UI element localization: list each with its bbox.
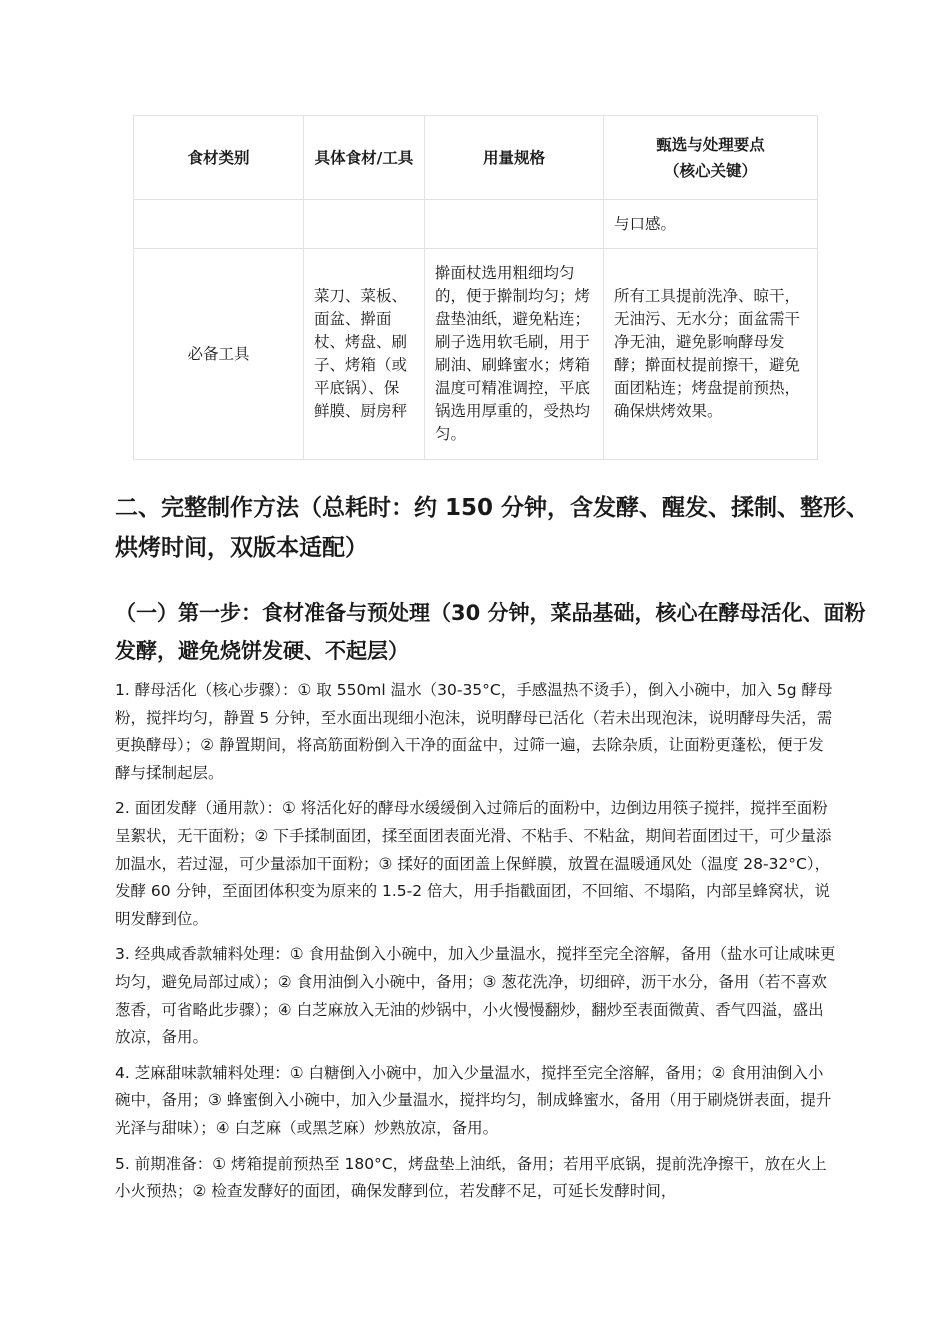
step-paragraph: 1. 酵母活化（核心步骤）：① 取 550ml 温水（30-35°C，手感温热不烫手），倒入小碗中，加入 5g 酵母粉，搅拌均匀，静置 5 分钟，至水面出现细小泡沫，说明酵母已活化（若未出现泡沫，说明酵母失活，需更换酵母）；② 静置期间，将高筋面粉倒入干净的面盆中，过筛一遍，去除杂质，让面粉更蓬松，便于发酵与揉制起层。 xyxy=(115,681,833,782)
step-paragraph: 3. 经典咸香款辅料处理：① 食用盐倒入小碗中，加入少量温水，搅拌至完全溶解，备用（盐水可让咸味更均匀，避免局部过咸）；② 食用油倒入小碗中，备用；③ 葱花洗净，切细碎，沥干水分，备用（若不喜欢葱香，可省略此步骤）；④ 白芝麻放入无油的炒锅中，小火慢慢翻炒，翻炒至表面微黄、香气四溢，盛出放凉，备用。 xyxy=(115,945,836,1047)
table-row xyxy=(134,249,818,460)
header-tips-line1: 甄选与处理要点 xyxy=(656,135,765,154)
cell-amount: 擀面杖选用粗细均匀的，便于擀制均匀；烤盘垫油纸，避免粘连；刷子选用软毛刷，用于刷油、刷蜂蜜水；烤箱温度可精准调控，平底锅选用厚重的，受热均匀。 xyxy=(425,249,604,460)
cell-amount xyxy=(425,200,604,249)
ingredients-table xyxy=(133,115,818,460)
step-paragraph: 2. 面团发酵（通用款）：① 将活化好的酵母水缓缓倒入过筛后的面粉中，边倒边用筷子搅拌，搅拌至面粉呈絮状，无干面粉；② 下手揉制面团，揉至面团表面光滑、不粘手、不粘盆，期间若面团过干，可少量添加温水，若过湿，可少量添加干面粉；③ 揉好的面团盖上保鲜膜，放置在温暖通风处（温度 28-32°C），发酵 60 分钟，至面团体积变为原来的 1.5-2 倍大，用手指戳面团，不回缩、不塌陷，内部呈蜂窝状，说明发酵到位。 xyxy=(115,799,832,928)
cell-item: 菜刀、菜板、面盆、擀面杖、烤盘、刷子、烤箱（或平底锅）、保鲜膜、厨房秤 xyxy=(304,249,425,460)
cell-item xyxy=(304,200,425,249)
step-paragraph: 5. 前期准备：① 烤箱提前预热至 180°C，烤盘垫上油纸，备用；若用平底锅，提前洗净擦干，放在火上小火预热；② 检查发酵好的面团，确保发酵到位，若发酵不足，可延长发酵时间， xyxy=(115,1154,827,1201)
section-heading: 二、完整制作方法（总耗时：约 150 分钟，含发酵、醒发、揉制、整形、烘烤时间，双版本适配） xyxy=(115,495,870,561)
header-tips xyxy=(604,116,818,200)
header-amount: 用量规格 xyxy=(425,116,604,200)
header-item: 具体食材/工具 xyxy=(304,116,425,200)
header-category: 食材类别 xyxy=(134,116,304,200)
header-tips-line2: （核心关键） xyxy=(663,161,757,180)
table-header-row xyxy=(134,116,818,200)
subsection-heading: （一）第一步：食材准备与预处理（30 分钟，菜品基础，核心在酵母活化、面粉发酵，避免烧饼发硬、不起层） xyxy=(115,601,866,663)
cell-category xyxy=(134,200,304,249)
step-paragraph: 4. 芝麻甜味款辅料处理：① 白糖倒入小碗中，加入少量温水，搅拌至完全溶解，备用；② 食用油倒入小碗中，备用；③ 蜂蜜倒入小碗中，加入少量温水，搅拌均匀，制成蜂蜜水，备用（用于刷烧饼表面，提升光泽与甜味）；④ 白芝麻（或黑芝麻）炒熟放凉，备用。 xyxy=(115,1063,832,1137)
table-row xyxy=(134,200,818,249)
cell-tips: 与口感。 xyxy=(604,200,818,249)
cell-category: 必备工具 xyxy=(134,249,304,460)
cell-tips: 所有工具提前洗净、晾干，无油污、无水分；面盆需干净无油，避免影响酵母发酵；擀面杖提前擦干，避免面团粘连；烤盘提前预热，确保烘烤效果。 xyxy=(604,249,818,460)
steps-list xyxy=(115,677,837,1214)
